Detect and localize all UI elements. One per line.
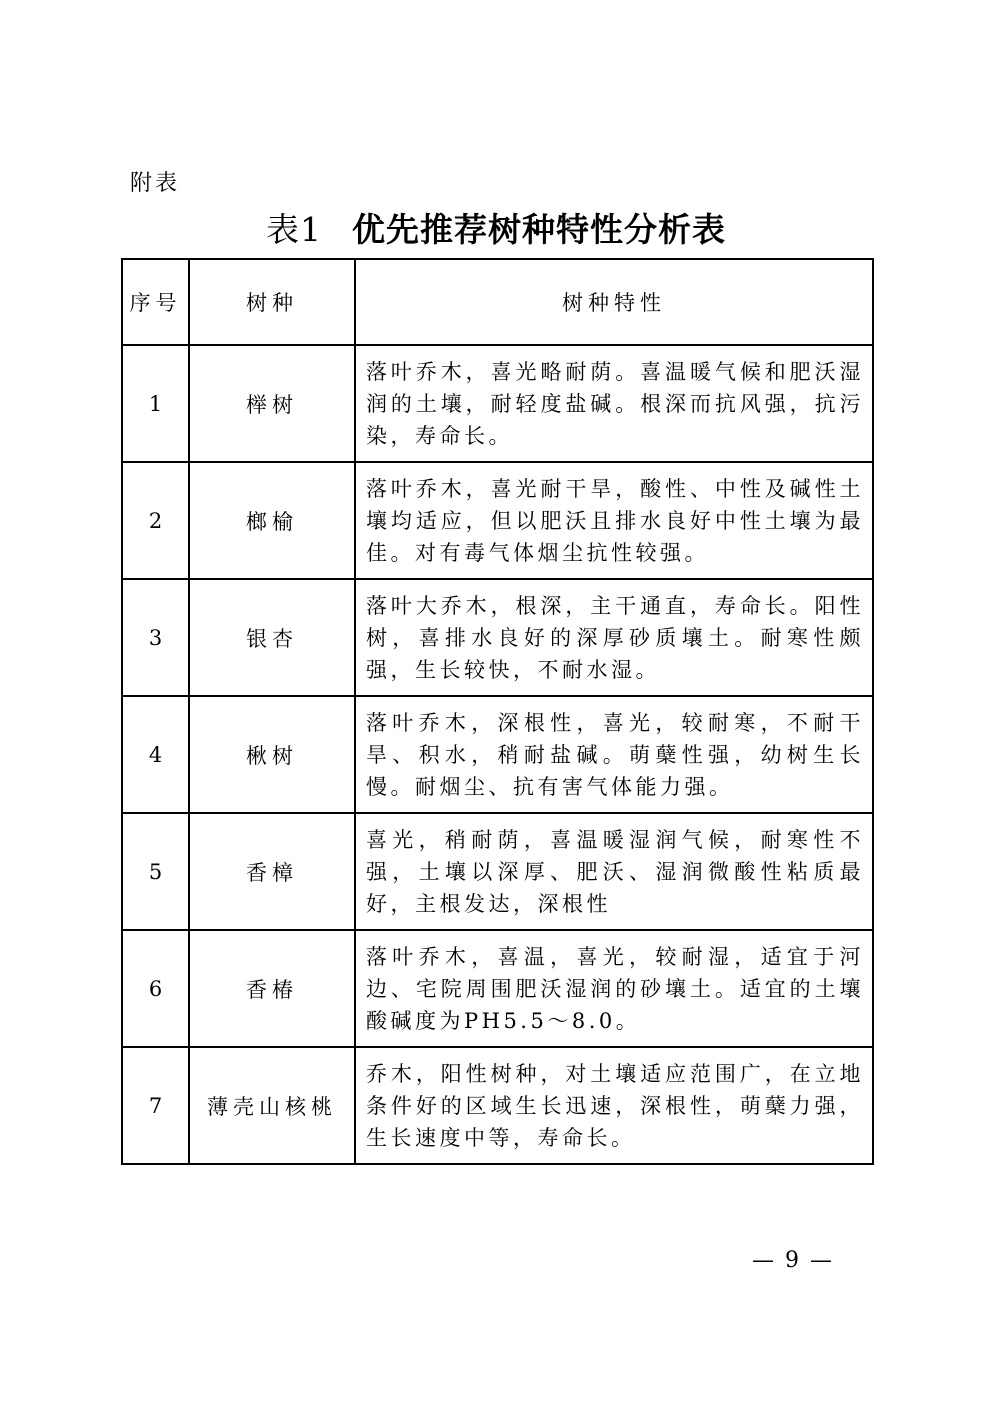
table-title-text: 优先推荐树种特性分析表: [352, 210, 726, 249]
row-traits: 乔木，阳性树种，对土壤适应范围广，在立地条件好的区域生长迅速，深根性，萌蘖力强，生长速度中等，寿命长。: [355, 1047, 873, 1164]
row-traits: 落叶乔木，深根性，喜光，较耐寒，不耐干旱、积水，稍耐盐碱。萌蘖性强，幼树生长慢。耐烟尘、抗有害气体能力强。: [355, 696, 873, 813]
row-species: 楸树: [189, 696, 355, 813]
table-number: 表1: [266, 210, 322, 249]
header-row: [122, 259, 873, 345]
species-table: [121, 258, 874, 1165]
row-traits: 落叶乔木，喜光略耐荫。喜温暖气候和肥沃湿润的土壤，耐轻度盐碱。根深而抗风强，抗污染，寿命长。: [355, 345, 873, 462]
table-row: [122, 696, 873, 813]
table-row: [122, 345, 873, 462]
row-traits: 落叶大乔木，根深，主干通直，寿命长。阳性树，喜排水良好的深厚砂质壤土。耐寒性颇强，生长较快，不耐水湿。: [355, 579, 873, 696]
row-traits: 落叶乔木，喜温，喜光，较耐湿，适宜于河边、宅院周围肥沃湿润的砂壤土。适宜的土壤酸碱度为PH5.5～8.0。: [355, 930, 873, 1047]
header-species: 树种: [189, 259, 355, 345]
appendix-label: 附表: [130, 171, 181, 196]
row-traits: 喜光，稍耐荫，喜温暖湿润气候，耐寒性不强，土壤以深厚、肥沃、湿润微酸性粘质最好，主根发达，深根性: [355, 813, 873, 930]
table-row: [122, 1047, 873, 1164]
page-number: — 9 —: [752, 1248, 834, 1273]
table-title: [0, 204, 992, 251]
row-species: 香椿: [189, 930, 355, 1047]
row-species: 榉树: [189, 345, 355, 462]
row-index: 5: [122, 813, 189, 930]
row-species: 香樟: [189, 813, 355, 930]
row-traits: 落叶乔木，喜光耐干旱，酸性、中性及碱性土壤均适应，但以肥沃且排水良好中性土壤为最佳。对有毒气体烟尘抗性较强。: [355, 462, 873, 579]
row-species: 银杏: [189, 579, 355, 696]
row-index: 1: [122, 345, 189, 462]
table-row: [122, 579, 873, 696]
row-species: 薄壳山核桃: [189, 1047, 355, 1164]
table-row: [122, 930, 873, 1047]
row-index: 2: [122, 462, 189, 579]
header-index: 序号: [122, 259, 189, 345]
row-index: 6: [122, 930, 189, 1047]
table-row: [122, 462, 873, 579]
header-traits: 树种特性: [355, 259, 873, 345]
row-index: 7: [122, 1047, 189, 1164]
row-index: 3: [122, 579, 189, 696]
table-row: [122, 813, 873, 930]
row-species: 榔榆: [189, 462, 355, 579]
row-index: 4: [122, 696, 189, 813]
